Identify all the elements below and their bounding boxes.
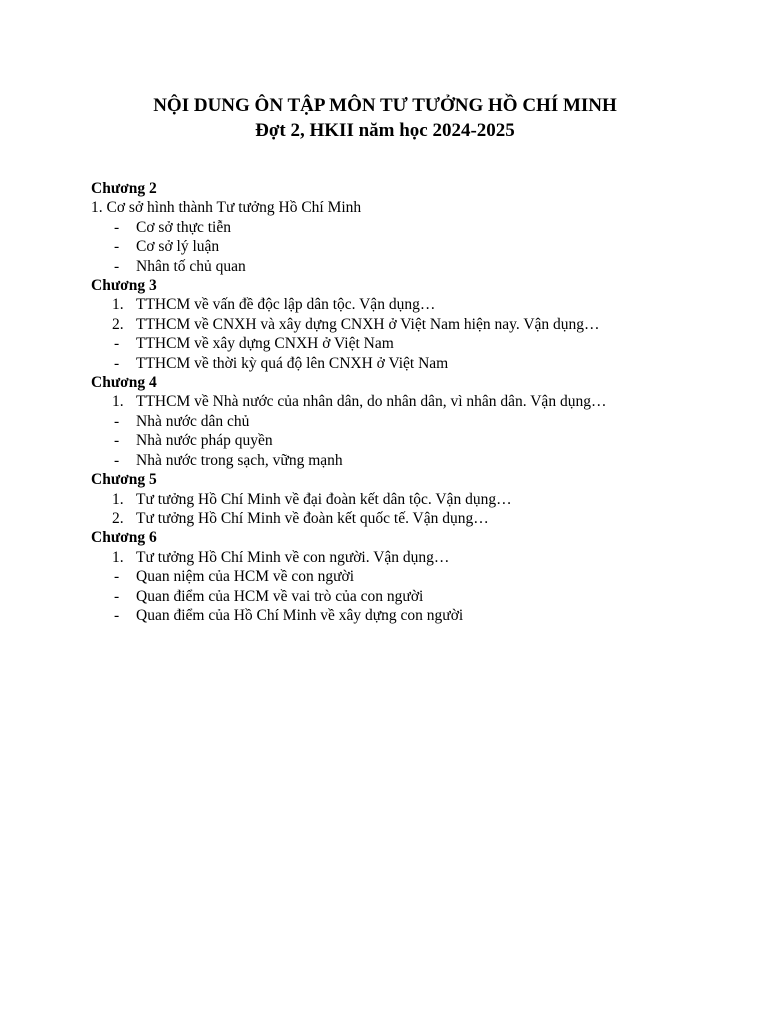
chapter-intro: 1. Cơ sở hình thành Tư tưởng Hồ Chí Minh <box>91 199 362 217</box>
list-marker: - <box>114 218 120 236</box>
list-item-text: Nhà nước pháp quyền <box>136 432 273 450</box>
list-item <box>91 587 691 606</box>
list-item <box>91 354 691 373</box>
list-item-text: Cơ sở thực tiễn <box>136 218 231 236</box>
list-marker: 2. <box>112 509 124 527</box>
list-item-text: Tư tưởng Hồ Chí Minh về đoàn kết quốc tế. Vận dụng… <box>136 509 489 527</box>
list-item-text: TTHCM về CNXH và xây dựng CNXH ở Việt Nam hiện nay. Vận dụng… <box>136 315 600 333</box>
list-item <box>91 567 691 586</box>
list-item-text: Cơ sở lý luận <box>136 238 220 256</box>
list-item-text: TTHCM về thời kỳ quá độ lên CNXH ở Việt Nam <box>136 354 449 372</box>
list-item-text: Nhân tố chủ quan <box>136 257 246 275</box>
list-item <box>91 392 691 411</box>
chapter-section <box>91 276 691 373</box>
document-body <box>91 179 691 625</box>
list-marker: - <box>114 587 120 605</box>
list-item <box>91 412 691 431</box>
list-marker: - <box>114 335 120 353</box>
list-marker: - <box>114 432 120 450</box>
title-line-2: Đợt 2, HKII năm học 2024-2025 <box>255 120 515 141</box>
list-item-text: Nhà nước dân chủ <box>136 412 250 430</box>
list-item <box>91 257 691 276</box>
list-marker: 2. <box>112 315 124 333</box>
list-marker: - <box>114 568 120 586</box>
list-marker: - <box>114 354 120 372</box>
list-item-text: Quan niệm của HCM về con người <box>136 568 355 586</box>
list-item-text: Quan điểm của Hồ Chí Minh về xây dựng con người <box>136 606 464 624</box>
chapter-heading: Chương 5 <box>91 471 157 489</box>
list-item-text: Tư tưởng Hồ Chí Minh về con người. Vận dụng… <box>136 548 450 566</box>
chapter-heading: Chương 3 <box>91 277 157 295</box>
list-item <box>91 606 691 625</box>
list-marker: 1. <box>112 393 124 411</box>
chapter-heading: Chương 4 <box>91 374 157 392</box>
list-item <box>91 237 691 256</box>
list-marker: 1. <box>112 296 124 314</box>
list-item-text: TTHCM về xây dựng CNXH ở Việt Nam <box>136 335 394 353</box>
list-item <box>91 315 691 334</box>
list-item-text: Tư tưởng Hồ Chí Minh về đại đoàn kết dân tộc. Vận dụng… <box>136 490 512 508</box>
list-item <box>91 295 691 314</box>
title-line-1: NỘI DUNG ÔN TẬP MÔN TƯ TƯỞNG HỒ CHÍ MINH <box>153 95 617 116</box>
chapter-heading: Chương 2 <box>91 180 157 197</box>
list-item-text: TTHCM về vấn đề độc lập dân tộc. Vận dụng… <box>136 296 436 314</box>
list-item-text: Quan điểm của HCM về vai trò của con người <box>136 587 424 605</box>
list-item-text: Nhà nước trong sạch, vững mạnh <box>136 451 343 469</box>
list-marker: 1. <box>112 548 124 566</box>
list-item <box>91 451 691 470</box>
chapter-section <box>91 373 691 470</box>
list-marker: 1. <box>112 490 124 508</box>
list-marker: - <box>114 238 120 256</box>
list-item <box>91 509 691 528</box>
chapter-section <box>91 528 691 625</box>
chapter-section <box>91 470 691 528</box>
list-item <box>91 431 691 450</box>
list-item <box>91 548 691 567</box>
list-item <box>91 334 691 353</box>
chapter-section <box>91 179 691 276</box>
list-item <box>91 490 691 509</box>
document-title <box>0 93 768 143</box>
list-item-text: TTHCM về Nhà nước của nhân dân, do nhân dân, vì nhân dân. Vận dụng… <box>136 393 607 411</box>
chapter-heading: Chương 6 <box>91 529 157 547</box>
list-marker: - <box>114 451 120 469</box>
list-marker: - <box>114 412 120 430</box>
list-item <box>91 218 691 237</box>
list-marker: - <box>114 606 120 624</box>
list-marker: - <box>114 257 120 275</box>
